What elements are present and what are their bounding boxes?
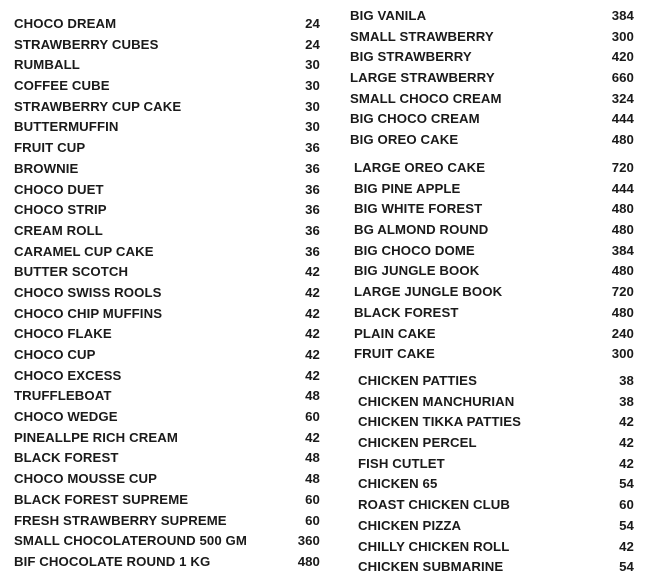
menu-item-price: 60 — [305, 512, 320, 528]
menu-item-name: BIG CHOCO CREAM — [350, 111, 480, 127]
menu-item-price: 24 — [305, 36, 320, 52]
menu-item-price: 38 — [619, 393, 634, 409]
menu-item-name: BIG PINE APPLE — [354, 180, 461, 196]
menu-item-price: 480 — [611, 132, 634, 148]
menu-item-price: 42 — [305, 429, 320, 445]
menu-item-name: CHOCO SWISS ROOLS — [14, 284, 162, 300]
menu-item-price: 36 — [305, 243, 320, 259]
menu-item — [14, 428, 320, 449]
menu-item-price: 480 — [611, 201, 634, 217]
menu-item — [350, 89, 634, 110]
menu-item-name: CREAM ROLL — [14, 222, 103, 238]
menu-item-price: 660 — [611, 70, 634, 86]
menu-item — [354, 282, 634, 303]
menu-item — [358, 495, 634, 516]
menu-item-name: CHICKEN PATTIES — [358, 373, 477, 388]
menu-item-name: CHOCO FLAKE — [14, 326, 112, 342]
menu-item-name: BG ALMOND ROUND — [354, 222, 489, 238]
menu-item-name: SMALL CHOCOLATEROUND 500 GM — [14, 533, 248, 549]
menu-item — [354, 179, 634, 200]
menu-item-name: PLAIN CAKE — [354, 325, 436, 341]
menu-item-name: CHOCO CUP — [14, 347, 96, 362]
menu-item — [358, 474, 634, 495]
menu-item-price: 480 — [611, 222, 634, 238]
menu-item — [14, 552, 320, 573]
menu-column-right-cakes — [350, 6, 634, 151]
menu-item — [14, 97, 320, 118]
menu-item-name: CHICKEN 65 — [358, 476, 438, 492]
menu-item-price: 480 — [297, 553, 320, 569]
menu-item-name: BIG CHOCO DOME — [354, 242, 475, 258]
menu-item-name: SMALL CHOCO CREAM — [350, 90, 502, 106]
menu-item-price: 384 — [611, 242, 634, 258]
menu-item-price: 42 — [619, 435, 634, 451]
menu-item-name: CHILLY CHICKEN ROLL — [358, 538, 510, 554]
menu-item-name: CHICKEN TIKKA PATTIES — [358, 414, 522, 430]
menu-item-price: 42 — [305, 264, 320, 280]
menu-item-price: 720 — [611, 160, 634, 175]
menu-item-name: CHOCO WEDGE — [14, 409, 118, 425]
menu-item — [14, 159, 320, 180]
menu-item — [14, 14, 320, 35]
menu-item — [358, 371, 634, 392]
menu-item — [358, 392, 634, 413]
menu-item — [14, 138, 320, 159]
menu-item-name: BIG VANILA — [350, 8, 427, 23]
menu-item-name: FISH CUTLET — [358, 455, 445, 471]
menu-item — [354, 199, 634, 220]
menu-item — [358, 433, 634, 454]
menu-item-name: BUTTER SCOTCH — [14, 264, 129, 280]
menu-item-price: 36 — [305, 140, 320, 156]
menu-item — [14, 304, 320, 325]
menu-item-name: FRUIT CAKE — [354, 346, 435, 362]
menu-item-price: 42 — [619, 414, 634, 430]
menu-item-name: BIG OREO CAKE — [350, 132, 459, 148]
menu-item — [14, 221, 320, 242]
menu-item — [14, 469, 320, 490]
menu-item-price: 24 — [305, 16, 320, 31]
menu-item — [358, 557, 634, 578]
menu-item-name: LARGE JUNGLE BOOK — [354, 284, 503, 300]
menu-item-price: 42 — [619, 455, 634, 471]
menu-item — [14, 386, 320, 407]
menu-item-price: 42 — [305, 326, 320, 342]
menu-item-name: BLACK FOREST — [14, 450, 119, 466]
menu-item-name: CHICKEN PIZZA — [358, 517, 462, 533]
menu-item — [14, 448, 320, 469]
menu-item — [350, 130, 634, 151]
menu-item — [354, 303, 634, 324]
menu-column-left — [14, 14, 320, 573]
menu-item-name: CHOCO CHIP MUFFINS — [14, 305, 163, 321]
menu-item-price: 444 — [611, 111, 634, 127]
menu-item — [354, 158, 634, 179]
menu-item-price: 384 — [611, 8, 634, 23]
menu-item-price: 300 — [611, 28, 634, 44]
menu-item — [14, 55, 320, 76]
menu-item-name: STRAWBERRY CUP CAKE — [14, 98, 182, 114]
menu-item-name: BROWNIE — [14, 160, 79, 176]
menu-item-price: 54 — [619, 476, 634, 492]
menu-item-name: PINEALLPE RICH CREAM — [14, 429, 178, 445]
menu-item-price: 300 — [611, 346, 634, 362]
menu-item-name: STRAWBERRY CUBES — [14, 36, 159, 52]
menu-item-name: BIG WHITE FOREST — [354, 201, 483, 217]
menu-item-name: CHOCO DUET — [14, 181, 104, 197]
menu-item-price: 30 — [305, 98, 320, 114]
menu-item-name: CHOCO DREAM — [14, 16, 117, 31]
menu-item-name: FRESH STRAWBERRY SUPREME — [14, 512, 227, 528]
menu-item-name: FRUIT CUP — [14, 140, 86, 156]
menu-item-name: CHOCO STRIP — [14, 202, 107, 218]
menu-item — [14, 511, 320, 532]
menu-item-name: BIG STRAWBERRY — [350, 49, 472, 65]
menu-item-price: 48 — [305, 388, 320, 404]
menu-item-price: 42 — [305, 367, 320, 383]
menu-item-name: COFFEE CUBE — [14, 78, 110, 94]
menu-item-price: 36 — [305, 222, 320, 238]
menu-item-price: 48 — [305, 471, 320, 487]
menu-item-name: LARGE OREO CAKE — [354, 160, 486, 175]
menu-item-name: CHICKEN MANCHURIAN — [358, 393, 515, 409]
menu-item — [358, 537, 634, 558]
menu-item-name: CHOCO EXCESS — [14, 367, 122, 383]
menu-item-price: 60 — [619, 497, 634, 513]
menu-item — [14, 324, 320, 345]
menu-item — [358, 454, 634, 475]
menu-item — [350, 109, 634, 130]
menu-item — [14, 407, 320, 428]
menu-item-name: SMALL STRAWBERRY — [350, 28, 494, 44]
menu-item-price: 480 — [611, 304, 634, 320]
menu-item — [350, 6, 634, 27]
menu-item — [14, 531, 320, 552]
menu-item — [14, 366, 320, 387]
menu-item — [14, 283, 320, 304]
menu-item — [14, 35, 320, 56]
menu-item-price: 60 — [305, 491, 320, 507]
menu-item-price: 480 — [611, 263, 634, 279]
menu-item-price: 30 — [305, 119, 320, 135]
menu-item-price: 324 — [611, 90, 634, 106]
menu-item-price: 420 — [611, 49, 634, 65]
menu-item — [14, 76, 320, 97]
menu-item-price: 30 — [305, 78, 320, 94]
menu-column-right-big-cakes — [354, 158, 634, 365]
menu-column-right-chicken — [358, 371, 634, 578]
menu-item — [358, 412, 634, 433]
menu-item — [14, 242, 320, 263]
menu-item-price: 42 — [305, 347, 320, 362]
menu-item — [14, 180, 320, 201]
menu-item-name: BLACK FOREST — [354, 304, 459, 320]
menu-item — [358, 516, 634, 537]
menu-item — [350, 27, 634, 48]
menu-item — [14, 345, 320, 366]
menu-item-name: BIF CHOCOLATE ROUND 1 KG — [14, 553, 211, 569]
menu-item-name: RUMBALL — [14, 57, 80, 73]
menu-item-price: 38 — [619, 373, 634, 388]
menu-item — [354, 344, 634, 365]
menu-item-name: LARGE STRAWBERRY — [350, 70, 495, 86]
menu-item-price: 240 — [611, 325, 634, 341]
menu-item — [14, 262, 320, 283]
menu-item — [14, 117, 320, 138]
menu-item-name: BLACK FOREST SUPREME — [14, 491, 189, 507]
menu-item — [350, 68, 634, 89]
menu-item-price: 720 — [611, 284, 634, 300]
menu-item-price: 48 — [305, 450, 320, 466]
menu-item — [14, 200, 320, 221]
menu-item — [350, 47, 634, 68]
menu-item-name: ROAST CHICKEN CLUB — [358, 497, 510, 513]
menu-item — [14, 490, 320, 511]
menu-item-price: 444 — [611, 180, 634, 196]
menu-item-name: CHICKEN PERCEL — [358, 435, 477, 451]
menu-item-price: 36 — [305, 202, 320, 218]
menu-item-price: 60 — [305, 409, 320, 425]
menu-item-price: 36 — [305, 181, 320, 197]
menu-item-price: 30 — [305, 57, 320, 73]
menu-item-name: CHOCO MOUSSE CUP — [14, 471, 158, 487]
menu-item-name: TRUFFLEBOAT — [14, 388, 112, 404]
menu-item — [354, 220, 634, 241]
menu-item-price: 360 — [297, 533, 320, 549]
menu-item-price: 42 — [305, 305, 320, 321]
menu-item-price: 36 — [305, 160, 320, 176]
menu-item-name: CHICKEN SUBMARINE — [358, 559, 504, 575]
menu-item-name: BIG JUNGLE BOOK — [354, 263, 480, 279]
menu-item — [354, 324, 634, 345]
menu-item — [354, 241, 634, 262]
menu-item-price: 54 — [619, 517, 634, 533]
menu-item-price: 42 — [305, 284, 320, 300]
menu-item-name: BUTTERMUFFIN — [14, 119, 119, 135]
menu-item-price: 42 — [619, 538, 634, 554]
menu-item-name: CARAMEL CUP CAKE — [14, 243, 154, 259]
menu-item-price: 54 — [619, 559, 634, 575]
menu-item — [354, 261, 634, 282]
